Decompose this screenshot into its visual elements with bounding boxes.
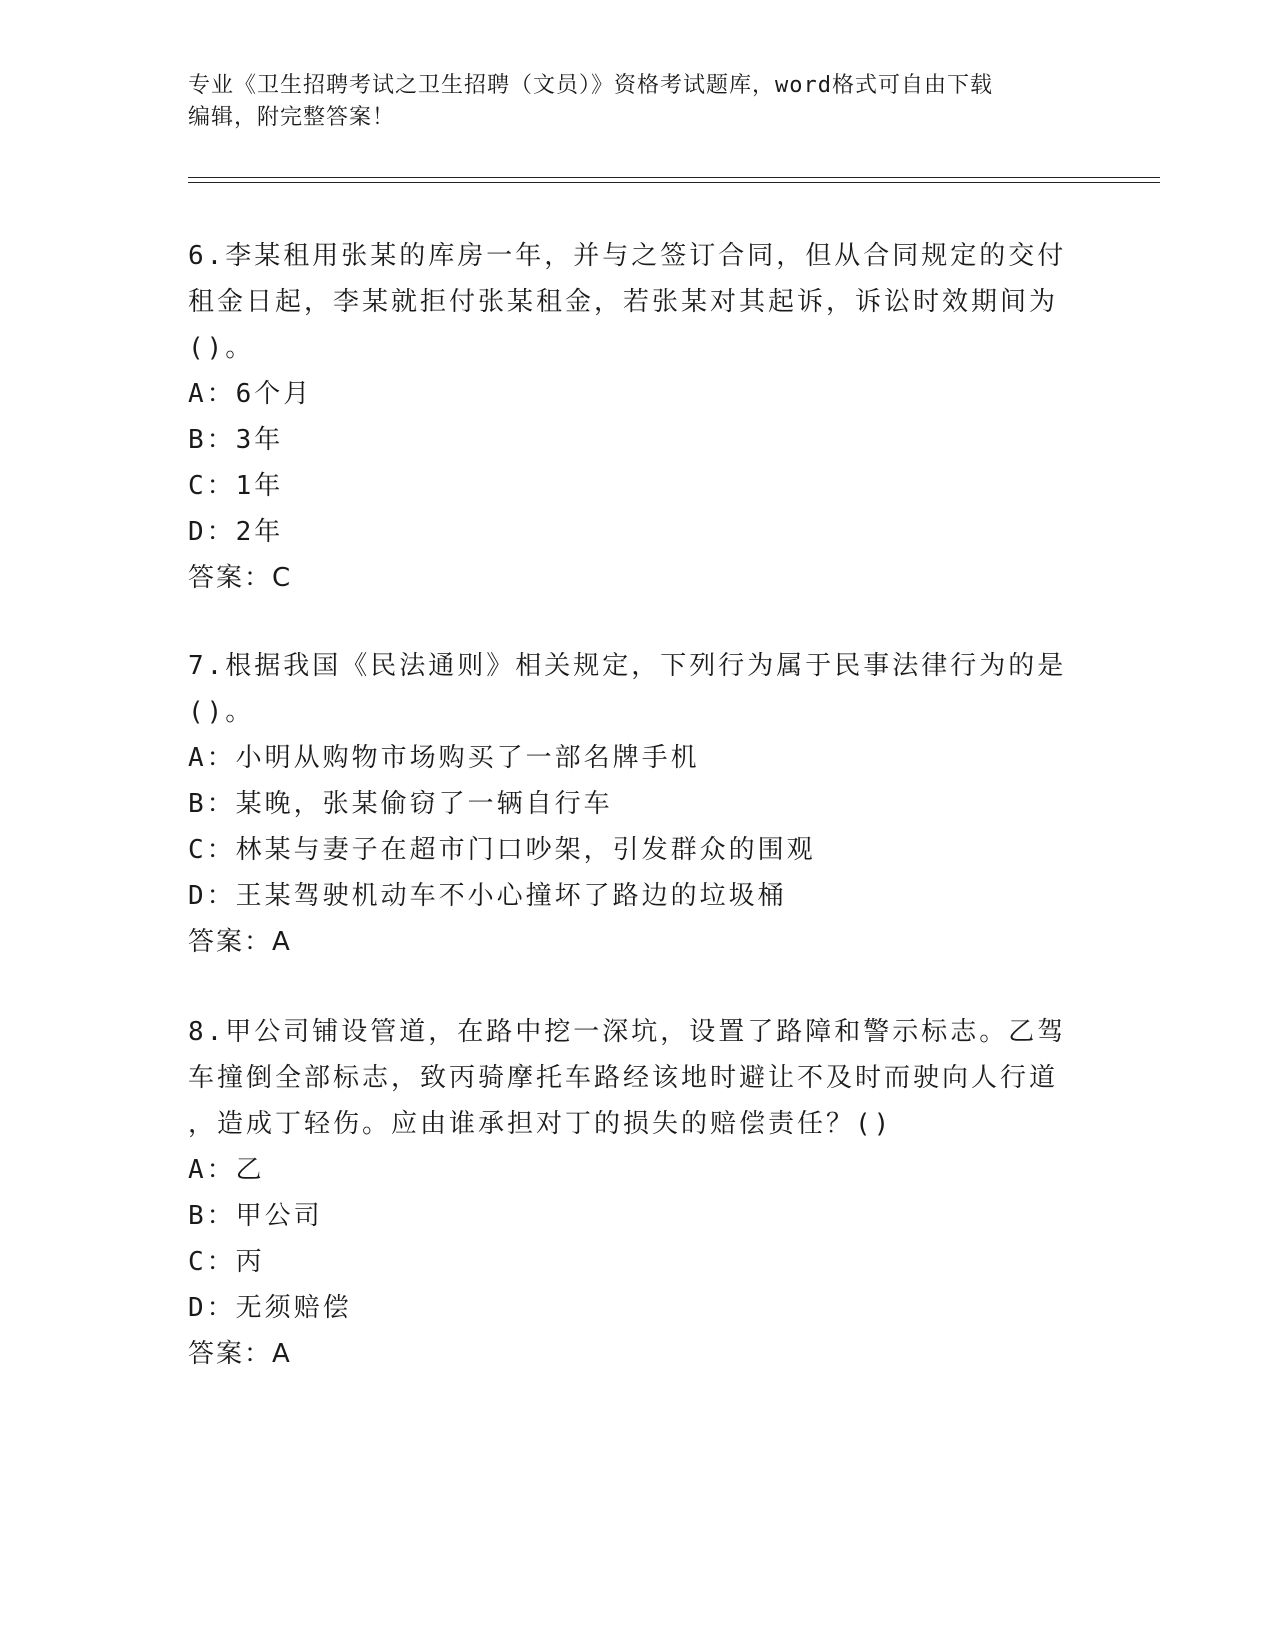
header-line-1: 专业《卫生招聘考试之卫生招聘（文员）》资格考试题库，word格式可自由下载: [188, 73, 993, 98]
question-stem-line: ()。: [188, 333, 255, 363]
option-a: A：小明从购物市场购买了一部名牌手机: [188, 743, 700, 773]
question-7: [188, 643, 1088, 965]
question-8: [188, 1009, 1088, 1377]
header-line-2: 编辑，附完整答案！: [188, 105, 396, 130]
option-b: B：甲公司: [188, 1201, 323, 1231]
question-stem-line: 6.李某租用张某的库房一年，并与之签订合同，但从合同规定的交付: [188, 241, 1067, 271]
question-stem-line: ，造成丁轻伤。应由谁承担对丁的损失的赔偿责任？(): [188, 1109, 893, 1139]
option-c: C：林某与妻子在超市门口吵架，引发群众的围观: [188, 835, 816, 865]
answer: 答案：A: [188, 1339, 292, 1369]
option-a: A：乙: [188, 1155, 265, 1185]
option-c: C：1年: [188, 471, 284, 501]
header-divider-bottom: [188, 182, 1160, 183]
answer: 答案：A: [188, 927, 292, 957]
option-b: B：某晚，张某偷窃了一辆自行车: [188, 789, 613, 819]
header-divider-top: [188, 177, 1160, 178]
option-d: D：王某驾驶机动车不小心撞坏了路边的垃圾桶: [188, 881, 787, 911]
answer: 答案：C: [188, 563, 293, 593]
question-6: [188, 233, 1088, 601]
option-d: D：2年: [188, 517, 284, 547]
question-stem-line: 车撞倒全部标志，致丙骑摩托车路经该地时避让不及时而驶向人行道: [188, 1063, 1059, 1093]
option-b: B：3年: [188, 425, 284, 455]
option-c: C：丙: [188, 1247, 265, 1277]
question-stem-line: ()。: [188, 697, 255, 727]
option-d: D：无须赔偿: [188, 1293, 352, 1323]
question-stem-line: 8.甲公司铺设管道，在路中挖一深坑，设置了路障和警示标志。乙驾: [188, 1017, 1067, 1047]
question-stem-line: 7.根据我国《民法通则》相关规定，下列行为属于民事法律行为的是: [188, 651, 1067, 681]
question-stem-line: 租金日起，李某就拒付张某租金，若张某对其起诉，诉讼时效期间为: [188, 287, 1059, 317]
option-a: A：6个月: [188, 379, 313, 409]
document-header: [188, 70, 1068, 134]
